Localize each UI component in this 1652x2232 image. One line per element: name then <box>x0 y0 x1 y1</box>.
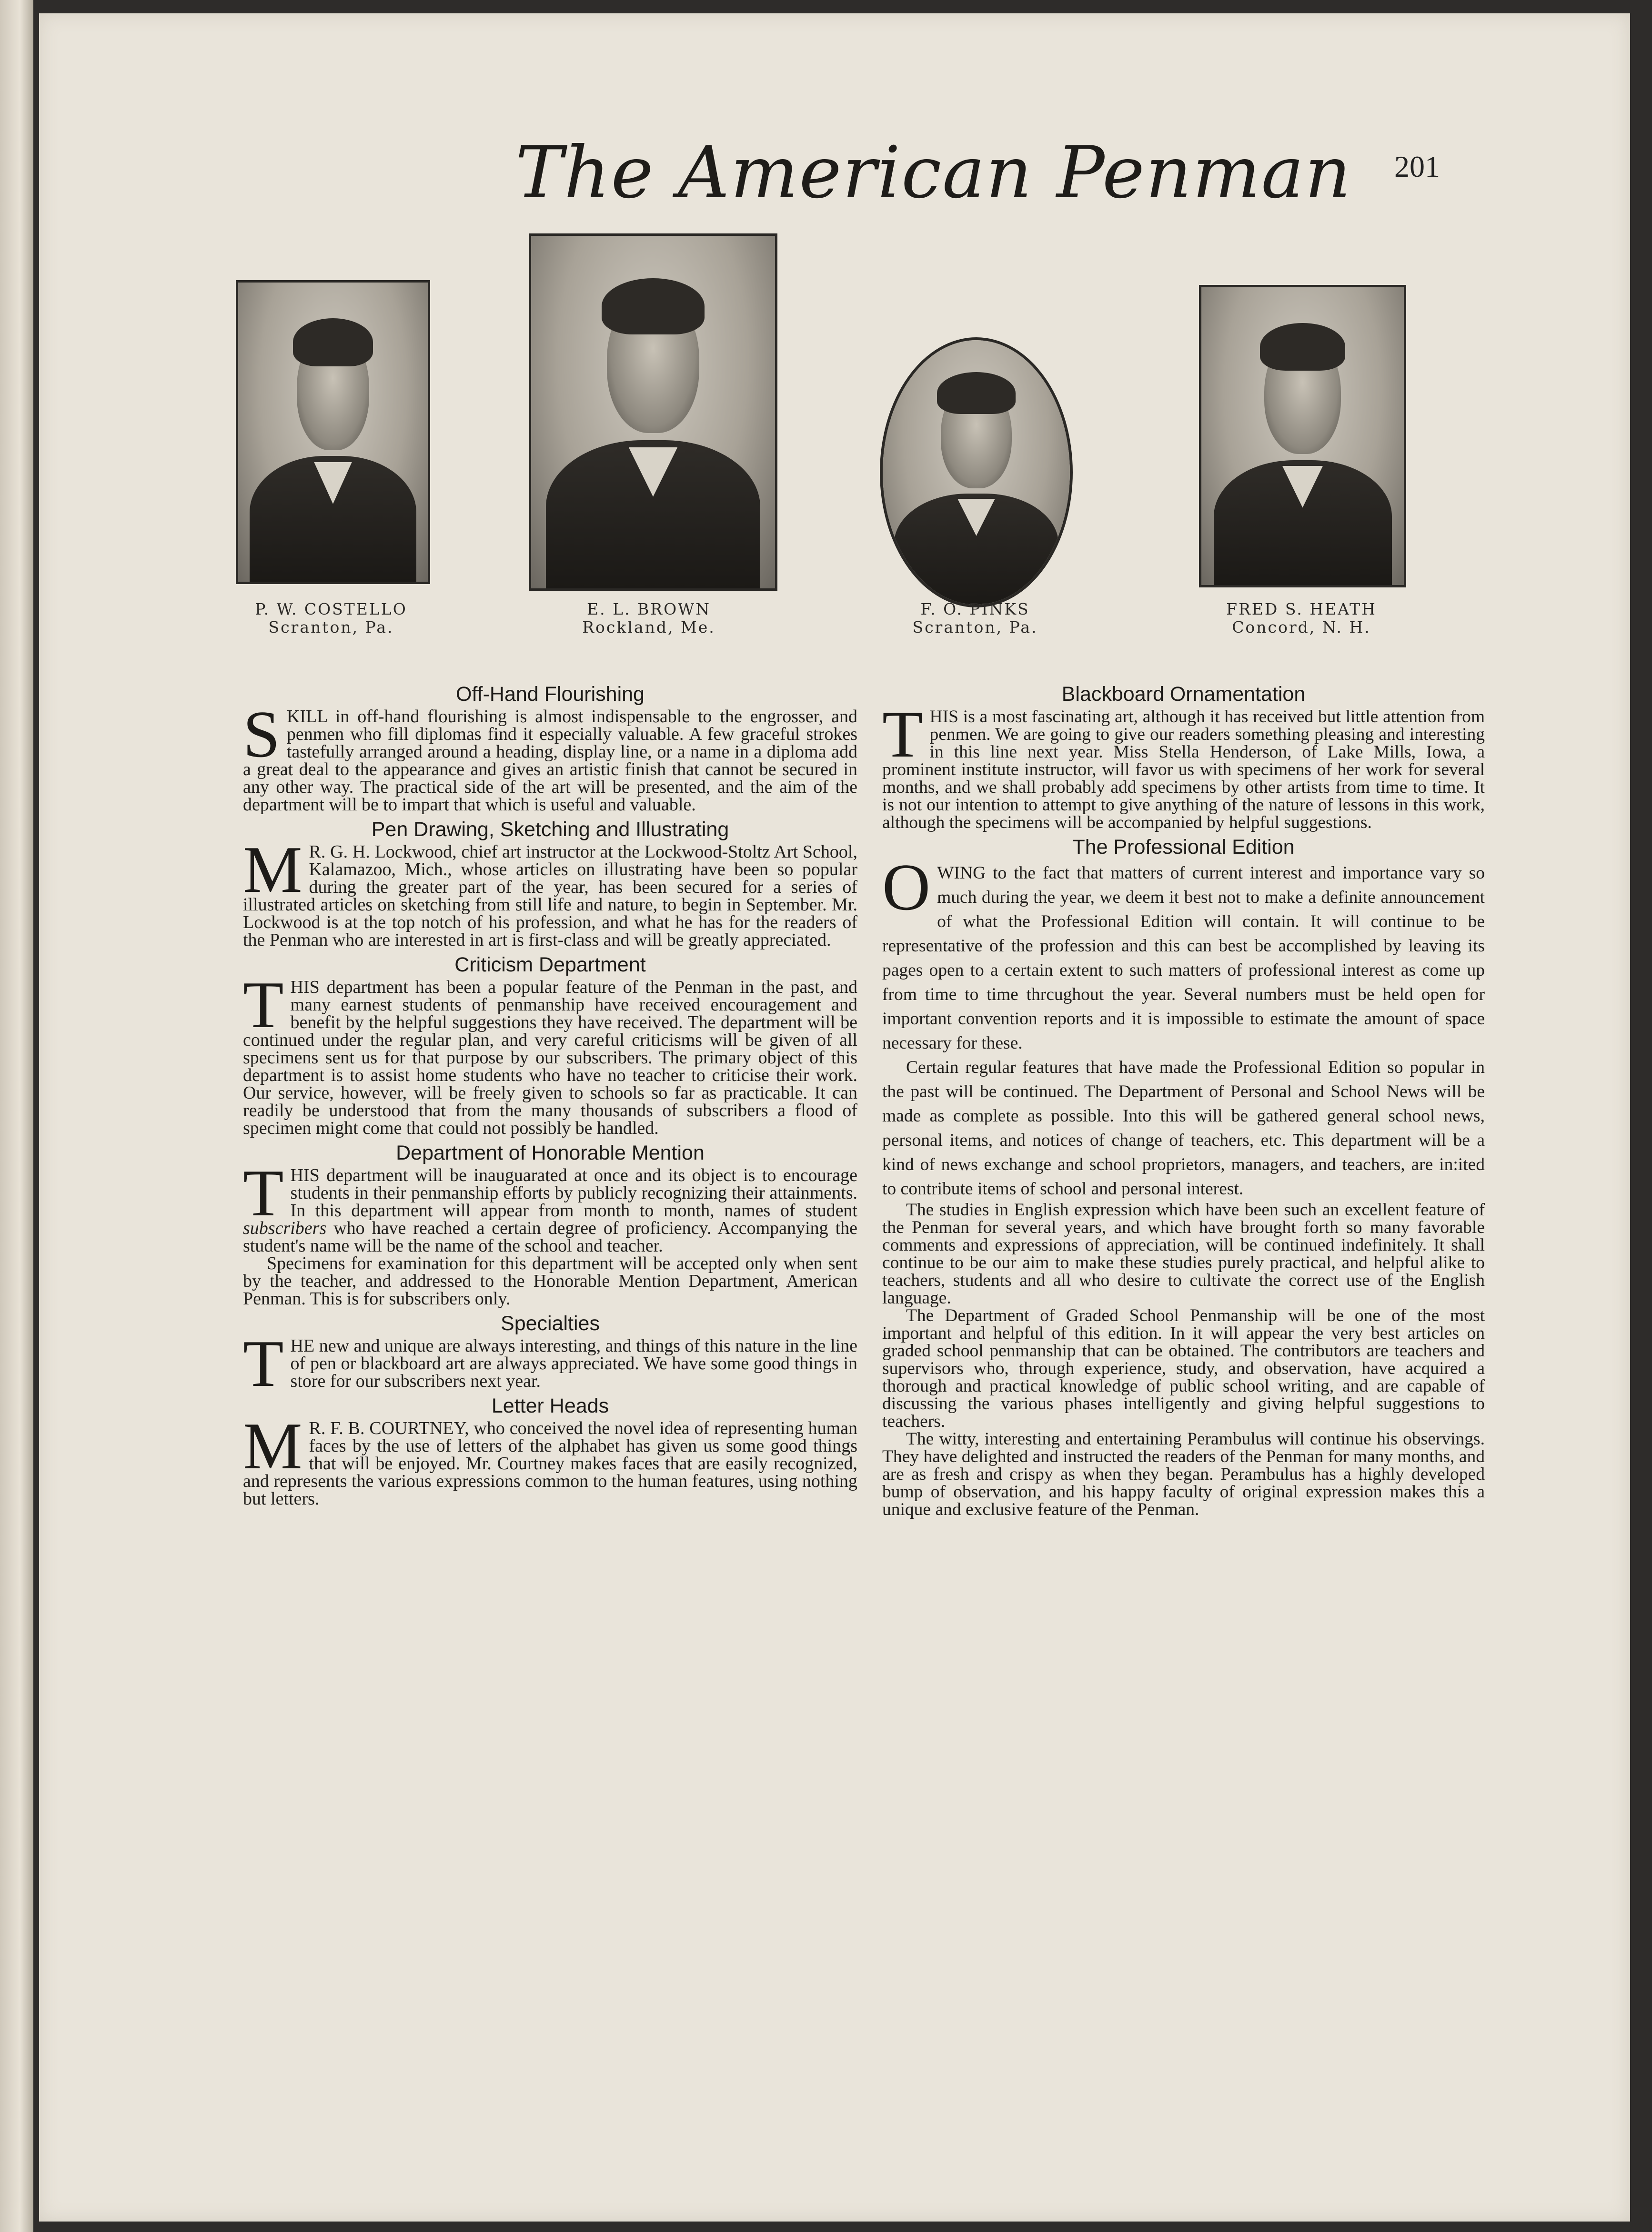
portrait-photo-heath <box>1199 285 1406 587</box>
section-off-hand-flourishing <box>243 680 857 814</box>
section-body <box>243 1156 857 1256</box>
portrait-name: E. L. BROWN <box>587 600 711 618</box>
portrait-place: Concord, N. H. <box>1232 618 1371 636</box>
section-body <box>882 697 1485 832</box>
section-heading: Pen Drawing, Sketching and Illustrating <box>371 818 729 841</box>
portrait-photo-brown <box>529 233 777 591</box>
paragraph-text: The Department of Graded School Penmanship will be one of the most important and helpful of this edition. In it will appear the very best articles on graded school penmanship that can be obtained. The contributors are teachers and supervisors who, through experience, study, and observation, have acquired a thorough and practical knowledge of public school writing, and are capable of discussing the various phases intelligently and giving helpful suggestions to teachers. <box>882 1306 1485 1431</box>
drop-cap: T <box>243 968 284 1042</box>
portrait-caption <box>539 600 758 636</box>
section-specialties <box>243 1310 857 1401</box>
section-body <box>243 1327 857 1401</box>
section-body <box>243 1409 857 1509</box>
page-number: 201 <box>1394 150 1440 183</box>
portrait-photo-pinks <box>880 337 1073 607</box>
portrait-caption <box>866 600 1085 636</box>
paragraph-text: Certain regular features that have made the Professional Edition so popular in the past will be continued. The Department of Personal and School News will be made as complete as possible. Into this will be gathered general school news, personal items, and notices of change of teachers, etc. This department will be a kind of news exchange and school proprietors, managers, and teachers, are in:ited to contribute items of school and personal interest. <box>882 1058 1485 1199</box>
drop-cap: S <box>243 697 280 771</box>
paragraph-text: The witty, interesting and entertaining Perambulus will continue his observings. They have delighted and instructed the readers of the Penman for many months, and are as fresh and crispy as when they began. Perambulus has a highly developed bump of observation, and his happy faculty of original expression makes this a unique and exclusive feature of the Penman. <box>882 1429 1485 1519</box>
section-heading: Letter Heads <box>491 1394 609 1417</box>
paragraph-text: R. G. H. Lockwood, chief art instructor at the Lockwood-Stoltz Art School, Kalamazoo, Mich., whose articles on illustrating have been so popular during the greater part of the year, has been secured for a series of illustrated articles on sketching from still life and nature, to begin in September. Mr. Lockwood is at the top notch of his profession, and what he has for the readers of the Penman who are interested in art is first-class and will be greatly appreciated. <box>243 842 857 950</box>
paragraph-text: HIS is a most fascinating art, although it has received but little attention from penmen. We are going to give our readers something pleasing and interesting in this line next year. Miss Stella Henderson, of Lake Mills, Iowa, a prominent institute instructor, will favor us with specimens of her work for several months, and we shall probably add specimens by other artists from time to time. It is not our intention to attempt to give anything of the nature of lessons in this work, although the specimens will be accompanied by helpful suggestions. <box>882 707 1485 832</box>
drop-cap: M <box>243 1409 302 1483</box>
section-body <box>243 968 857 1138</box>
portrait-caption <box>222 600 441 636</box>
drop-cap: T <box>882 697 923 771</box>
portrait-name: FRED S. HEATH <box>1226 600 1377 618</box>
portrait-caption <box>1192 600 1411 636</box>
drop-cap: T <box>243 1156 284 1230</box>
portrait-name: F. O. PINKS <box>920 600 1030 618</box>
drop-cap: O <box>882 850 931 924</box>
section-heading: Criticism Department <box>454 953 646 976</box>
section-body <box>243 697 857 815</box>
masthead <box>515 131 1352 214</box>
section-honorable-mention <box>243 1139 857 1308</box>
paragraph-text: HE new and unique are always interesting, and things of this nature in the line of pen or blackboard art are always appreciated. We have some good things in store for our subscribers next year. <box>290 1336 857 1391</box>
section-heading: Department of Honorable Mention <box>396 1141 705 1164</box>
left-column <box>243 680 857 1510</box>
emphasis-text: subscribers <box>243 1218 327 1238</box>
section-criticism-department <box>243 951 857 1137</box>
paragraph-text: HIS department has been a popular feature of the Penman in the past, and many earnest students of penmanship have received encouragement and benefit by the helpful suggestions they have received. The department will be continued under the regular plan, and very careful criticisms will be given of all specimens sent us for that purpose by our subscribers. The primary object of this department is to assist home students who have no teacher to criticise their work. Our service, however, will be freely given to schools so far as practicable. It can readily be understood that from the many thousands of subscribers a flood of specimen might come that could not possibly be handled. <box>243 977 857 1138</box>
portrait-place: Rockland, Me. <box>582 618 715 636</box>
drop-cap: M <box>243 833 302 907</box>
right-column <box>882 680 1485 1520</box>
section-blackboard-ornamentation <box>882 680 1485 831</box>
section-body <box>882 850 1485 1055</box>
section-pen-drawing <box>243 816 857 949</box>
section-heading: Off-Hand Flourishing <box>456 683 645 706</box>
section-letter-heads <box>243 1392 857 1508</box>
masthead-title: The American Penman <box>515 131 1352 214</box>
portrait-place: Scranton, Pa. <box>912 618 1038 636</box>
portrait-place: Scranton, Pa. <box>268 618 394 636</box>
section-heading: Specialties <box>501 1312 600 1335</box>
section-heading: The Professional Edition <box>1072 836 1295 858</box>
portrait-photo-costello <box>236 280 430 584</box>
section-heading: Blackboard Ornamentation <box>1061 683 1306 706</box>
paragraph-text: Specimens for examination for this department will be accepted only when sent by the teacher, and addressed to the Honorable Mention Department, American Penman. This is for subscribers only. <box>243 1253 857 1309</box>
paragraph-text: HIS department will be inauguarated at once and its object is to encourage students in their penmanship efforts by publicly recognizing their attainments. In this department will appear from month to month, names of student <box>290 1165 857 1221</box>
paragraph-text: The studies in English expression which have been such an excellent feature of the Penman for several years, and which have brought forth so many favorable comments and expressions of appreciation, will be continued indefinitely. It shall continue to be our aim to make these studies purely practical, and helpful alike to teachers, students and all who desire to cultivate the correct use of the English language. <box>882 1200 1485 1308</box>
paragraph-text: R. F. B. COURTNEY, who conceived the novel idea of representing human faces by the use of letters of the alphabet has given us some good things that will be enjoyed. Mr. Courtney makes faces that are easily recognized, and represents the various expressions common to the human features, using nothing but letters. <box>243 1418 857 1509</box>
section-body <box>243 833 857 950</box>
section-professional-edition <box>882 833 1485 1518</box>
drop-cap: T <box>243 1327 284 1401</box>
magazine-page <box>39 13 1630 2222</box>
paragraph-text: who have reached a certain degree of proficiency. Accompanying the student's name will be the name of the school and teacher. <box>243 1218 857 1256</box>
paragraph-text: WING to the fact that matters of current interest and importance vary so much during the year, we deem it best not to make a definite announcement of what the Professional Edition will contain. It will continue to be representative of the profession and this can best be accomplished by leaving its pages open to a certain extent to such matters of professional interest as come up from time to time thrcughout the year. Several numbers must be held open for important convention reports and it is impossible to estimate the amount of space necessary for these. <box>882 863 1485 1053</box>
portrait-name: P. W. COSTELLO <box>255 600 407 618</box>
paragraph-text: KILL in off-hand flourishing is almost indispensable to the engrosser, and penmen who fill diplomas find it especially valuable. A few graceful strokes tastefully arranged around a heading, display line, or a name in a diploma add a great deal to the appearance and gives an artistic finish that cannot be secured in any other way. The practical side of the art will be presented, and the aim of the department will be to impart that which is useful and valuable. <box>243 707 857 815</box>
previous-page-edge <box>0 0 33 2232</box>
